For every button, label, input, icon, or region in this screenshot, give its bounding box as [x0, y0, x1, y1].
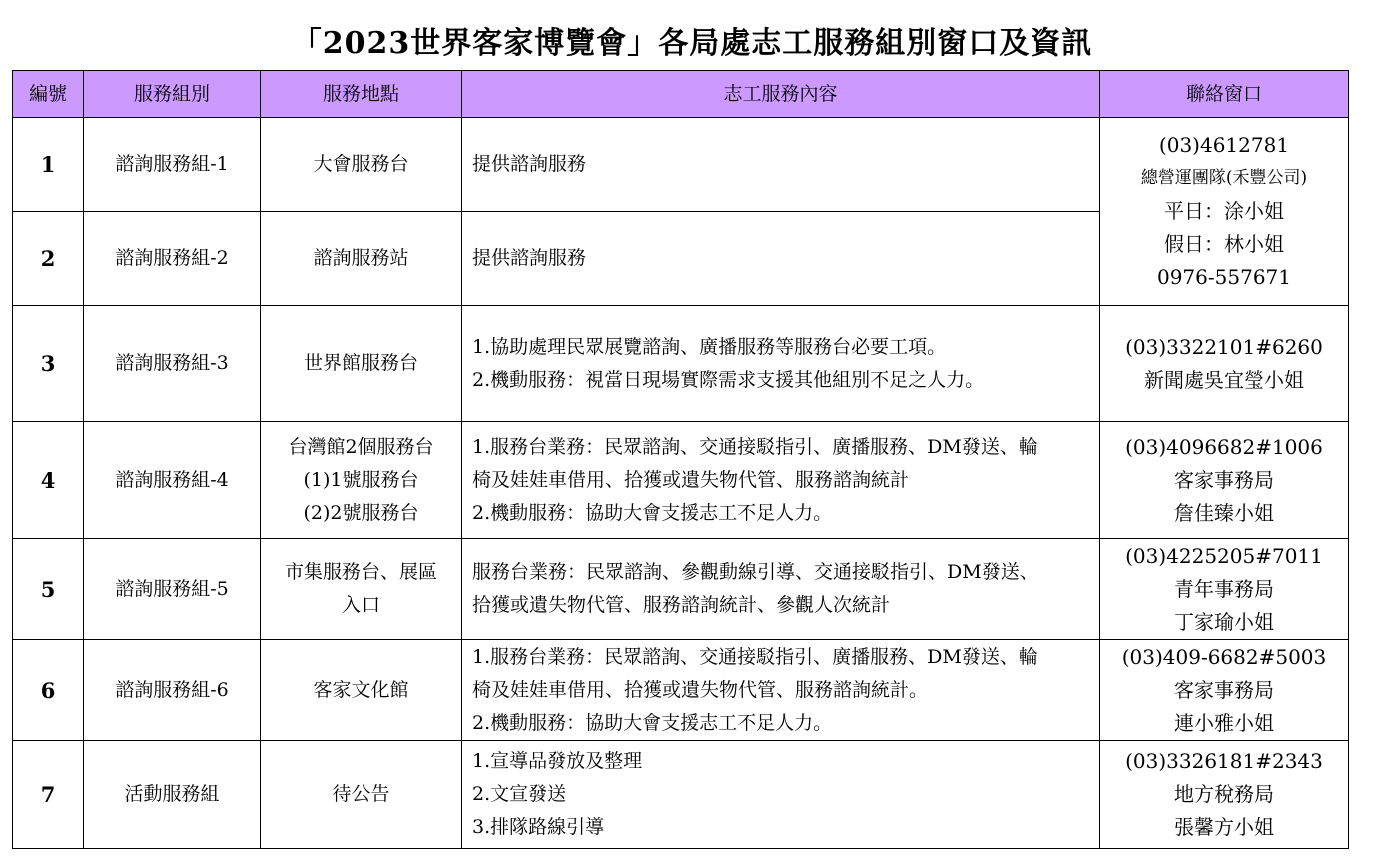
row-group: 諮詢服務組-5	[84, 539, 261, 640]
page-title: 「2023世界客家博覽會」各局處志工服務組別窗口及資訊	[291, 26, 1093, 61]
contact-line: 丁家瑜小姐	[1174, 609, 1274, 634]
row-contact	[1100, 306, 1349, 422]
location-line: (1)1號服務台	[303, 468, 419, 491]
contact-line: 假日：林小姐	[1164, 232, 1284, 256]
row-content	[462, 306, 1100, 422]
row-number: 3	[13, 306, 84, 422]
table-row	[13, 640, 1349, 741]
location-line: (2)2號服務台	[303, 501, 419, 524]
contact-line: 客家事務局	[1174, 467, 1274, 492]
location-line: 諮詢服務站	[313, 247, 409, 269]
row-number: 4	[13, 422, 84, 539]
row-location	[261, 539, 462, 640]
content-line: 3.排隊路線引導	[472, 816, 605, 838]
row-number: 2	[13, 212, 84, 306]
contact-line: 0976-557671	[1156, 265, 1291, 289]
row-location	[261, 212, 462, 306]
row-content	[462, 640, 1100, 741]
content-line: 服務台業務：民眾諮詢、參觀動線引導、交通接駁指引、DM發送、	[472, 561, 1039, 583]
row-contact	[1100, 741, 1349, 849]
contact-line: (03)3326181#2343	[1125, 749, 1323, 773]
row-group: 諮詢服務組-2	[84, 212, 261, 306]
row-content	[462, 212, 1100, 306]
row-group: 諮詢服務組-6	[84, 640, 261, 741]
row-location	[261, 640, 462, 741]
contact-line: (03)4096682#1006	[1125, 434, 1323, 459]
contact-line: (03)4612781	[1158, 133, 1290, 157]
location-line: 入口	[341, 594, 380, 616]
header-number: 編號	[13, 71, 84, 118]
row-group: 諮詢服務組-3	[84, 306, 261, 422]
contact-line: 張馨方小姐	[1174, 815, 1274, 839]
contact-line: 詹佳臻小姐	[1174, 500, 1274, 525]
row-group: 諮詢服務組-1	[84, 118, 261, 212]
contact-line: 平日：涂小姐	[1164, 199, 1284, 223]
row-group: 諮詢服務組-4	[84, 422, 261, 539]
contact-line: 青年事務局	[1174, 576, 1274, 601]
content-line: 拾獲或遺失物代管、服務諮詢統計、參觀人次統計	[472, 594, 891, 616]
row-location	[261, 306, 462, 422]
location-line: 市集服務台、展區	[284, 561, 437, 583]
location-line: 大會服務台	[313, 153, 409, 175]
header-content: 志工服務內容	[462, 71, 1100, 118]
table-row	[13, 118, 1349, 212]
table-row	[13, 539, 1349, 640]
location-line: 台灣館2個服務台	[288, 435, 434, 458]
row-location	[261, 118, 462, 212]
row-content	[462, 422, 1100, 539]
table-header-row	[13, 71, 1349, 118]
contact-line: 客家事務局	[1174, 677, 1274, 702]
row-content	[462, 118, 1100, 212]
header-contact: 聯絡窗口	[1100, 71, 1349, 118]
content-line: 2.機動服務：協助大會支援志工不足人力。	[472, 501, 833, 524]
content-line: 1.宣導品發放及整理	[472, 750, 643, 772]
row-number: 7	[13, 741, 84, 849]
header-location: 服務地點	[261, 71, 462, 118]
row-contact	[1100, 640, 1349, 741]
row-number: 1	[13, 118, 84, 212]
contact-line: 總營運團隊(禾豐公司)	[1140, 168, 1308, 188]
content-line: 2.文宣發送	[472, 783, 567, 805]
row-contact	[1100, 422, 1349, 539]
content-line: 1.服務台業務：民眾諮詢、交通接駁指引、廣播服務、DM發送、輪	[472, 645, 1038, 668]
content-line: 提供諮詢服務	[472, 153, 587, 175]
contact-line: (03)4225205#7011	[1125, 543, 1323, 568]
content-line: 椅及娃娃車借用、拾獲或遺失物代管、服務諮詢統計	[472, 468, 910, 491]
row-content	[462, 741, 1100, 849]
location-line: 客家文化館	[313, 678, 409, 701]
table-row	[13, 422, 1349, 539]
content-line: 2.機動服務：視當日現場實際需求支援其他組別不足之人力。	[472, 368, 985, 391]
row-number: 6	[13, 640, 84, 741]
content-line: 1.服務台業務：民眾諮詢、交通接駁指引、廣播服務、DM發送、輪	[472, 435, 1038, 458]
location-line: 世界館服務台	[303, 352, 418, 374]
table-row	[13, 306, 1349, 422]
table-row	[13, 741, 1349, 849]
volunteer-info-table	[12, 70, 1349, 849]
location-line: 待公告	[332, 783, 390, 805]
contact-line: (03)3322101#6260	[1125, 334, 1323, 359]
content-line: 椅及娃娃車借用、拾獲或遺失物代管、服務諮詢統計。	[472, 678, 929, 701]
row-group: 活動服務組	[84, 741, 261, 849]
row-location	[261, 422, 462, 539]
shared-contact	[1100, 118, 1349, 306]
row-location	[261, 741, 462, 849]
content-line: 提供諮詢服務	[472, 247, 587, 269]
row-number: 5	[13, 539, 84, 640]
contact-line: (03)409-6682#5003	[1121, 644, 1327, 669]
contact-line: 新聞處吳宜瑩小姐	[1144, 367, 1304, 392]
row-contact	[1100, 539, 1349, 640]
content-line: 1.協助處理民眾展覽諮詢、廣播服務等服務台必要工項。	[472, 335, 947, 358]
row-content	[462, 539, 1100, 640]
contact-line: 連小雅小姐	[1174, 710, 1274, 735]
header-group: 服務組別	[84, 71, 261, 118]
contact-line: 地方稅務局	[1174, 782, 1274, 806]
content-line: 2.機動服務：協助大會支援志工不足人力。	[472, 711, 833, 734]
